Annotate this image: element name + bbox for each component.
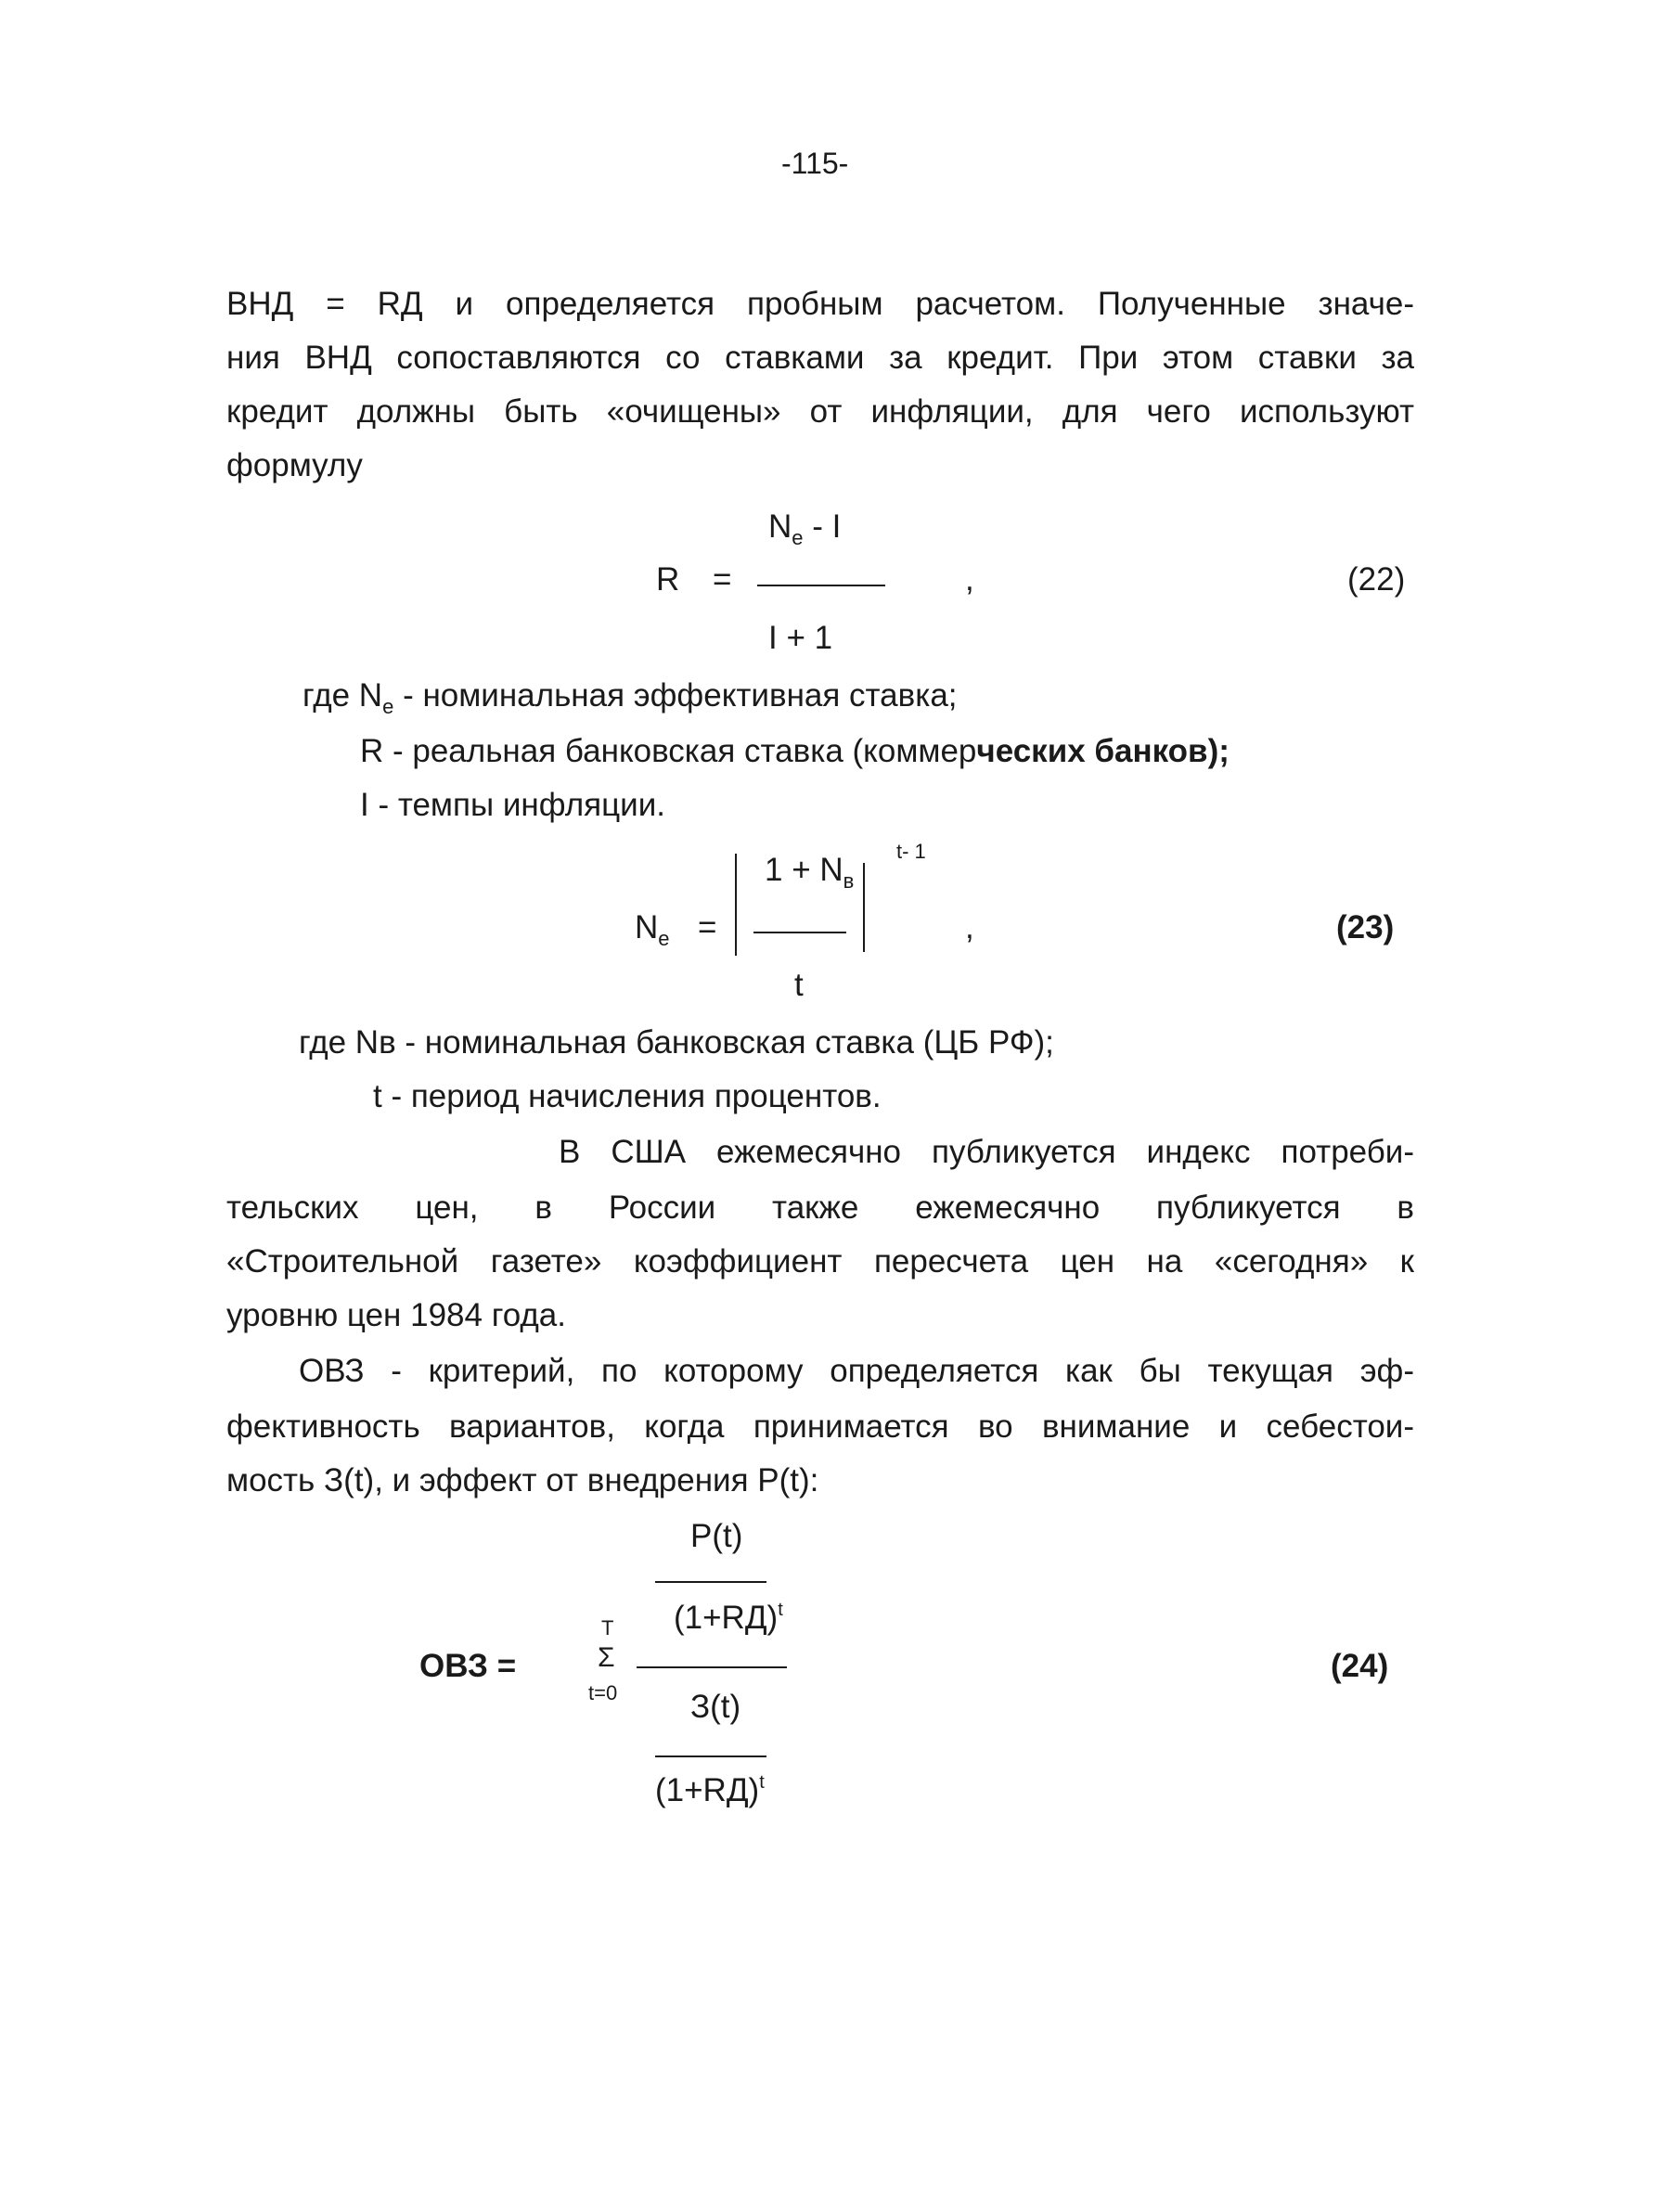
paragraph-line: В США ежемесячно публикуется индекс потреби- xyxy=(559,1134,1414,1170)
page-number: -115- xyxy=(781,147,849,180)
numerator-pt: P(t) xyxy=(690,1518,743,1554)
denominator-zt: З(t) xyxy=(690,1689,741,1725)
formula-23-denominator: t xyxy=(794,967,804,1003)
formula-23-exponent: t- 1 xyxy=(896,840,926,863)
inner-fraction-bar xyxy=(655,1581,766,1583)
main-fraction-bar xyxy=(637,1666,787,1668)
formula-22-lhs: R xyxy=(656,561,680,598)
formula-22-numerator: $N_e$ - I xyxy=(768,508,842,549)
formula-22-number: (22) xyxy=(1347,561,1406,598)
formula-22-comma: , xyxy=(965,561,974,598)
left-bracket xyxy=(735,854,737,956)
fraction-bar xyxy=(753,932,846,933)
numerator-discount: $(1+RД)^t$ xyxy=(674,1600,783,1636)
formula-24-number: (24) xyxy=(1331,1648,1389,1684)
paragraph-line: фективность вариантов, когда принимается во внимание и себестои- xyxy=(226,1408,1414,1445)
right-bracket xyxy=(863,863,865,952)
sum-lower-limit: t=0 xyxy=(588,1681,618,1704)
paragraph-line: ВНД = RД и определяется пробным расчетом. Полученные значе- xyxy=(226,286,1414,322)
formula-23-comma: , xyxy=(965,909,974,945)
denominator-discount: $(1+RД)^t$ xyxy=(655,1772,765,1808)
paragraph-line: уровню цен 1984 года. xyxy=(226,1297,566,1333)
definition-i: I - темпы инфляции. xyxy=(360,787,665,823)
formula-22-denominator: I + 1 xyxy=(768,620,833,656)
paragraph-line: формулу xyxy=(226,447,363,483)
formula-23-lhs: $N_e$ xyxy=(635,909,670,950)
formula-22-eq: = xyxy=(713,561,732,598)
paragraph-line: мость З(t), и эффект от внедрения P(t): xyxy=(226,1462,819,1498)
paragraph-line: тельских цен, в России также ежемесячно публикуется в xyxy=(226,1190,1414,1226)
paragraph-line: ОВЗ - критерий, по которому определяется как бы текущая эф- xyxy=(299,1353,1414,1389)
formula-23-eq: = xyxy=(698,909,717,945)
paragraph-line: «Строительной газете» коэффициент пересчета цен на «сегодня» к xyxy=(226,1243,1414,1280)
sum-symbol: Σ xyxy=(598,1642,615,1673)
fraction-bar xyxy=(757,585,885,586)
definition-r: R - реальная банковская ставка (коммерческих банков); xyxy=(360,733,1230,769)
definition-ne: где $N_e$ - номинальная эффективная ставка; xyxy=(303,677,958,718)
formula-23-numerator: $1 + N_в$ xyxy=(765,852,855,893)
paragraph-line: кредит должны быть «очищены» от инфляции, для чего используют xyxy=(226,393,1414,430)
sum-upper-limit: T xyxy=(601,1616,614,1640)
paragraph-line: ния ВНД сопоставляются со ставками за кредит. При этом ставки за xyxy=(226,340,1414,376)
formula-23-number: (23) xyxy=(1336,909,1395,945)
inner-fraction-bar xyxy=(655,1755,766,1757)
definition-nv: где Nв - номинальная банковская ставка (ЦБ РФ); xyxy=(299,1024,1054,1061)
definition-t: t - период начисления процентов. xyxy=(373,1078,882,1114)
formula-24-lhs: ОВЗ = xyxy=(419,1648,517,1684)
